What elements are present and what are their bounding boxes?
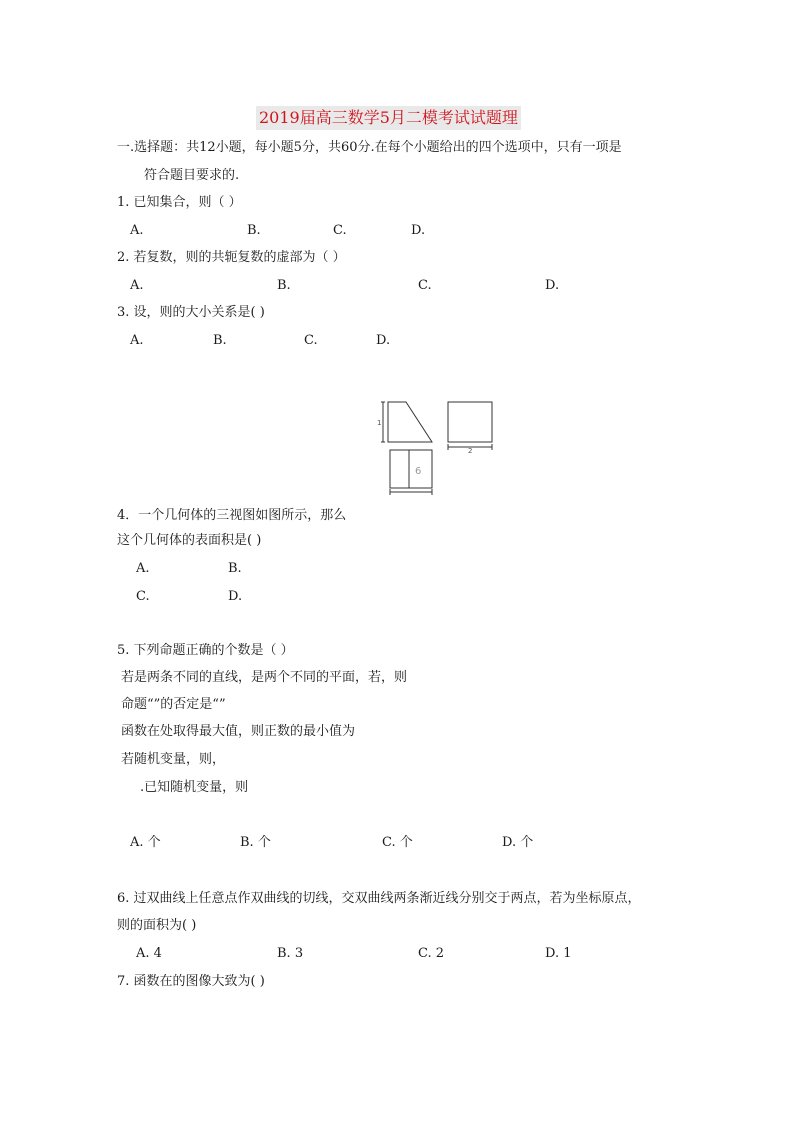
question-1-stem: 1. 已知集合，则（ ） (117, 195, 242, 210)
question-1-option-d: D. (411, 223, 426, 238)
three-view-figure (376, 394, 498, 496)
question-5-option-a: A. 个 (130, 835, 161, 850)
side-view-label: 2 (468, 447, 473, 455)
question-6-stem-line2: 则的面积为( ) (117, 918, 197, 933)
question-2-stem: 2. 若复数，则的共轭复数的虚部为（ ） (117, 250, 346, 265)
question-5-item-4: 若随机变量，则， (121, 752, 226, 767)
question-1-option-a: A. (130, 223, 144, 238)
question-4-option-d: D. (228, 589, 243, 604)
question-3-option-b: B. (213, 333, 227, 348)
question-6-option-a: A. 4 (136, 946, 162, 961)
question-2-option-c: C. (418, 278, 432, 293)
question-4-option-a: A. (136, 561, 150, 576)
question-6-option-d: D. 1 (545, 946, 572, 961)
exam-title: 2019届高三数学5月二模考试试题理 (256, 106, 521, 130)
front-view-trapezoid (388, 402, 432, 442)
question-6-option-c: C. 2 (418, 946, 445, 961)
question-1-option-b: B. (247, 223, 261, 238)
question-7-stem: 7. 函数在的图像大致为( ) (117, 974, 265, 989)
question-5-stem: 5. 下列命题正确的个数是（ ） (117, 643, 294, 658)
question-4-option-b: B. (228, 561, 242, 576)
question-5-item-1: 若是两条不同的直线，是两个不同的平面，若，则 (121, 670, 408, 685)
section-instructions-line2: 符合题目要求的. (144, 168, 240, 183)
question-5-option-d: D. 个 (502, 835, 534, 850)
question-4-option-c: C. (136, 589, 150, 604)
top-view-label: 6 (415, 466, 422, 477)
question-3-option-a: A. (130, 333, 144, 348)
side-view-square (448, 402, 492, 442)
question-2-option-a: A. (130, 278, 144, 293)
question-5-option-c: C. 个 (382, 835, 413, 850)
question-6-stem-line1: 6. 过双曲线上任意点作双曲线的切线，交双曲线两条渐近线分别交于两点，若为坐标原点， (117, 891, 641, 906)
question-6-option-b: B. 3 (277, 946, 304, 961)
question-4-stem-line2: 这个几何体的表面积是( ) (117, 533, 262, 548)
question-2-option-d: D. (545, 278, 560, 293)
question-4-stem-line1: 4．一个几何体的三视图如图所示，那么 (117, 508, 347, 523)
question-3-stem: 3. 设，则的大小关系是( ) (117, 305, 265, 320)
question-5-item-2: 命题“”的否定是“” (121, 697, 226, 712)
front-view-label: 1 (377, 419, 382, 427)
question-3-option-d: D. (376, 333, 391, 348)
question-3-option-c: C. (304, 333, 318, 348)
question-5-option-b: B. 个 (240, 835, 271, 850)
question-2-option-b: B. (277, 278, 291, 293)
question-5-item-5: .已知随机变量，则 (140, 780, 249, 795)
section-instructions-line1: 一.选择题：共12小题，每小题5分，共60分.在每个小题给出的四个选项中，只有一项是 (117, 140, 622, 155)
question-1-option-c: C. (333, 223, 347, 238)
question-5-item-3: 函数在处取得最大值，则正数的最小值为 (121, 724, 356, 739)
